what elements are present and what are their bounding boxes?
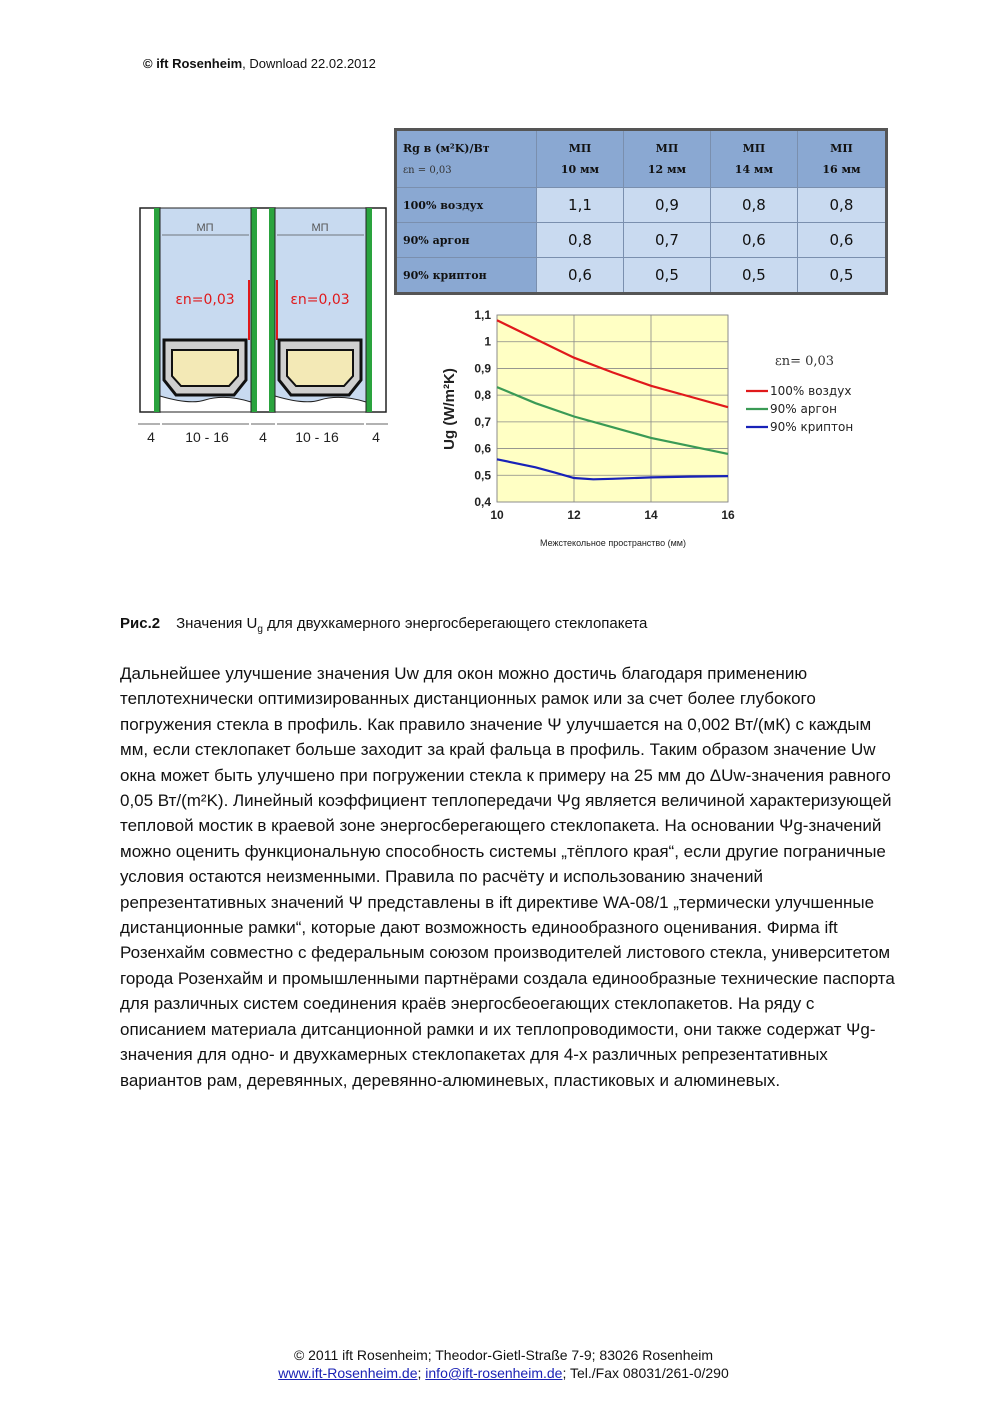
y-tick-label: 1,1 [474, 308, 491, 322]
x-tick-label: 10 [490, 508, 504, 522]
header-download: , Download 22.02.2012 [242, 56, 376, 71]
header-brand: © ift Rosenheim [143, 56, 243, 71]
table-row [396, 188, 887, 223]
table-col-header: МП 14 мм [710, 130, 797, 188]
table-row-label: 90% аргон [396, 223, 537, 258]
table-corner [396, 130, 537, 188]
table-cell: 0,9 [623, 188, 710, 223]
dim-label-4: 10 - 16 [295, 429, 339, 445]
x-axis-label: Межстекольное пространство (мм) [540, 538, 686, 548]
table-col-header: МП 16 мм [797, 130, 886, 188]
dim-label-2: 10 - 16 [185, 429, 229, 445]
dim-label-1: 4 [147, 429, 155, 445]
x-tick-label: 14 [644, 508, 658, 522]
table-col-header: МП 10 мм [537, 130, 624, 188]
table-cell: 0,5 [797, 258, 886, 294]
table-cell: 0,5 [623, 258, 710, 294]
table-cell: 0,6 [537, 258, 624, 294]
footer-phone: ; Tel./Fax 08031/261-0/290 [562, 1365, 729, 1381]
plot-area [497, 315, 728, 502]
legend-label: 100% воздух [770, 384, 852, 398]
figure-caption [120, 615, 647, 635]
x-tick-label: 16 [721, 508, 735, 522]
page-header [143, 56, 376, 71]
y-tick-label: 0,7 [474, 414, 491, 429]
dim-label-3: 4 [259, 429, 267, 445]
email-link[interactable]: info@ift-rosenheim.de [425, 1365, 563, 1381]
y-axis-label: Ug (W/m²K) [441, 368, 458, 450]
table-row [396, 223, 887, 258]
table-row-label: 90% криптон [396, 258, 537, 294]
caption-text-b: для двухкамерного энергосберегающего стеклопакета [262, 615, 648, 632]
table-cell: 0,7 [623, 223, 710, 258]
ug-chart [430, 305, 870, 555]
eps-label-1: εn=0,03 [175, 292, 235, 308]
table-corner-title: Rg в (м²K)/Вт [403, 142, 490, 155]
table-cell: 0,8 [797, 188, 886, 223]
website-link[interactable]: www.ift-Rosenheim.de [278, 1365, 418, 1381]
table-cell: 0,8 [537, 223, 624, 258]
eps-label-2: εn=0,03 [290, 292, 350, 308]
legend-label: 90% аргон [770, 402, 837, 416]
chart-legend [742, 379, 860, 437]
gap-label-1: МП [196, 222, 214, 234]
body-text [120, 661, 900, 1093]
y-tick-label: 0,9 [474, 361, 491, 376]
table-corner-eps: εn = 0,03 [403, 165, 452, 176]
table-row-label: 100% воздух [396, 188, 537, 223]
footer-links: www.ift-Rosenheim.de; info@ift-rosenheim.de; Tel./Fax 08031/261-0/290 [278, 1365, 729, 1381]
table-cell: 0,5 [710, 258, 797, 294]
caption-sub: g [257, 624, 263, 635]
table-row [396, 258, 887, 294]
gap-label-2: МП [311, 222, 329, 234]
table-cell: 1,1 [537, 188, 624, 223]
footer-address: © 2011 ift Rosenheim; Theodor-Gietl-Straße 7-9; 83026 Rosenheim [293, 1347, 714, 1363]
legend-label: 90% криптон [770, 420, 854, 434]
y-tick-label: 1 [484, 334, 491, 349]
rg-table [394, 128, 888, 295]
table-cell: 0,6 [710, 223, 797, 258]
caption-text-a: Значения U [176, 615, 258, 632]
y-tick-label: 0,6 [474, 441, 491, 456]
y-tick-label: 0,4 [474, 495, 491, 509]
table-cell: 0,8 [710, 188, 797, 223]
chart-annotation: εn= 0,03 [775, 354, 835, 369]
glazing-diagram [130, 200, 395, 450]
dim-label-5: 4 [372, 429, 380, 445]
table-col-header: МП 12 мм [623, 130, 710, 188]
body-paragraph: Дальнейшее улучшение значения Uw для окон можно достичь благодаря применению теплотехнически оптимизированных дистанционных рамок или за счет более глубокого погружения стекла в профиль. Как правило значение Ψ улучшается на 0,002 Вт/(мК) с каждым мм, если стеклопакет больше заходит за край фальца в профиль. Таким образом значение Uw окна может быть улучшено при погружении стекла к примеру на 25 мм до ΔUw-значения равного 0,05 Вт/(m²K). Линейный коэффициент теплопередачи Ψg является величиной характеризующей тепловой мостик в краевой зоне энергосберегающего стеклопакета. На основании Ψg-значений можно оценить функциональную способность системы „тёплого края“, если другие пограничные условия остаются неизменными. Правила по расчёту и использованию значений репрезентативных значений Ψ представлены в ift директиве WA-08/1 „термически улучшенные дистанционные рамки“, которые дают возможность единообразного оценивания. Фирма ift Розенхайм совместно с федеральным союзом производителей листового стекла, университетом города Розенхайм и промышленными партнёрами создала единообразные технические паспорта для различных систем соединения краёв энергосбеоегающих стеклопакетов. На ряду с описанием материала дитсанционной рамки и их теплопроводимости, они также содержат Ψg-значения для одно- и двухкамерных стеклопакетах для 4-х различных репрезентативных вариантов рам, деревянных, деревянно-алюминевых, пластиковых и алюминевых. [120, 664, 895, 1090]
y-tick-label: 0,8 [474, 388, 491, 403]
page-footer [0, 1346, 1007, 1382]
caption-label: Рис.2 [120, 615, 161, 632]
y-tick-label: 0,5 [474, 468, 491, 483]
table-cell: 0,6 [797, 223, 886, 258]
x-tick-label: 12 [567, 508, 581, 522]
